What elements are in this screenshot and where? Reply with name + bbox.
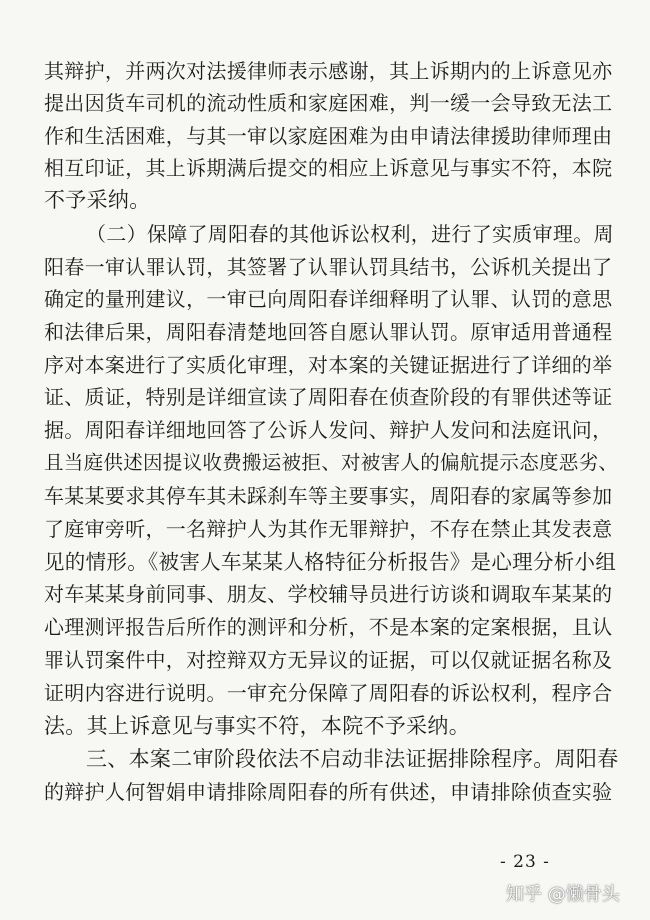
text-line: 和法律后果，周阳春清楚地回答自愿认罪认罚。原审适用普通程 (44, 320, 613, 344)
text-line: 不予采纳。 (44, 188, 151, 212)
text-line: 其辩护，并两次对法援律师表示感谢，其上诉期内的上诉意见亦 (44, 59, 613, 83)
text-line: 证明内容进行说明。一审充分保障了周阳春的诉讼权利，程序合 (44, 681, 613, 705)
section-heading: （二）保障了周阳春的其他诉讼权利，进行了实质审理。周 (86, 222, 614, 246)
watermark: 知乎 @懒骨头 (506, 884, 620, 905)
text-line: 见的情形。《被害人车某某人格特征分析报告》是心理分析小组 (44, 550, 617, 574)
text-line: 提出因货车司机的流动性质和家庭困难，判一缓一会导致无法工 (44, 91, 613, 115)
text-line: 法。其上诉意见与事实不符，本院不予采纳。 (44, 714, 470, 738)
text-line: 了庭审旁听，一名辩护人为其作无罪辩护，不存在禁止其发表意 (44, 517, 613, 541)
text-line: 证、质证，特别是详细宣读了周阳春在侦查阶段的有罪供述等证 (44, 385, 613, 409)
text-line: 序对本案进行了实质化审理，对本案的关键证据进行了详细的举 (44, 353, 613, 377)
text-line: 相互印证，其上诉期满后提交的相应上诉意见与事实不符，本院 (44, 156, 613, 180)
page-number: - 23 - (500, 852, 550, 872)
text-line: 罪认罚案件中，对控辩双方无异议的证据，可以仅就证据名称及 (44, 648, 613, 672)
section-heading: 三、本案二审阶段依法不启动非法证据排除程序。周阳春 (86, 747, 619, 771)
text-line: 确定的量刑建议，一审已向周阳春详细释明了认罪、认罚的意思 (44, 287, 613, 311)
text-line: 且当庭供述因提议收费搬运被拒、对被害人的偏航提示态度恶劣、 (44, 451, 619, 474)
text-line: 据。周阳春详细地回答了公诉人发问、辩护人发问和法庭讯问， (44, 418, 613, 442)
text-line: 阳春一审认罪认罚，其签署了认罪认罚具结书，公诉机关提出了 (44, 255, 613, 279)
text-line: 车某某要求其停车其未踩刹车等主要事实，周阳春的家属等参加 (44, 484, 613, 508)
text-line: 对车某某身前同事、朋友、学校辅导员进行访谈和调取车某某的 (44, 582, 613, 606)
text-line: 作和生活困难，与其一审以家庭困难为由申请法律援助律师理由 (44, 124, 613, 148)
text-line: 心理测评报告后所作的测评和分析，不是本案的定案根据，且认 (44, 615, 613, 639)
text-line: 的辩护人何智娟申请排除周阳春的所有供述，申请排除侦查实验 (44, 780, 613, 804)
